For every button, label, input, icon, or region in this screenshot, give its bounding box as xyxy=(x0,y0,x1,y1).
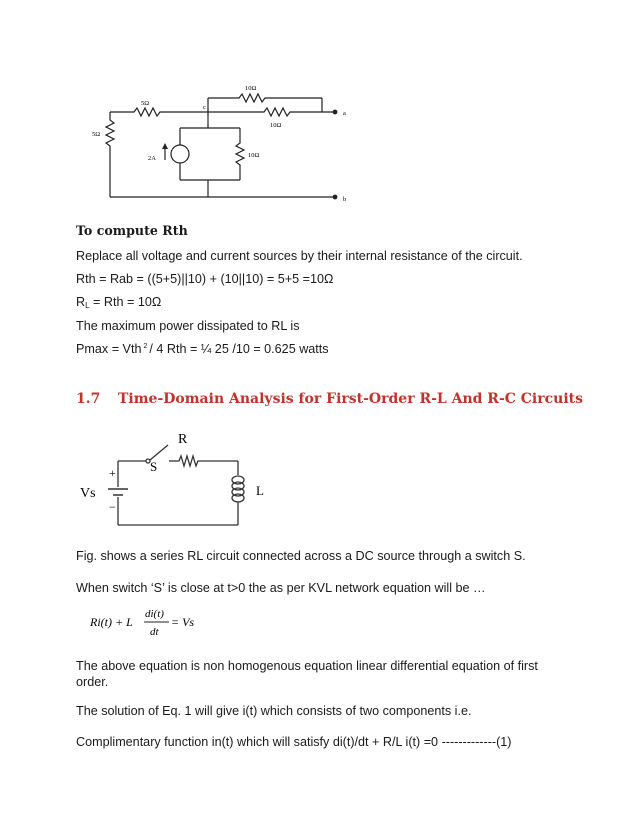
rth-line-4: The maximum power dissipated to RL is xyxy=(76,319,300,333)
label-source: 2A xyxy=(148,155,156,162)
paragraph-complimentary: Complimentary function in(t) which will satisfy di(t)/dt + R/L i(t) =0 -------------(1) xyxy=(76,735,512,749)
label-r-mid: 5Ω xyxy=(141,100,150,107)
equation-left: Ri(t) + L xyxy=(90,615,133,629)
label-r-top: 10Ω xyxy=(245,85,257,92)
label-node-a: a xyxy=(343,110,346,117)
rl-subscript: L xyxy=(85,301,90,310)
current-source xyxy=(171,145,189,163)
label-r-left: 5Ω xyxy=(92,131,101,138)
terminal-a xyxy=(333,110,338,115)
rth-line-2: Rth = Rab = ((5+5)||10) + (10||10) = 5+5 =10Ω xyxy=(76,272,334,286)
kvl-equation xyxy=(88,605,228,639)
label-vs: Vs xyxy=(80,486,96,501)
pmax-left: Pmax = Vth xyxy=(76,342,142,356)
terminal-b xyxy=(333,195,338,200)
rth-line-3 xyxy=(76,294,161,312)
paragraph-fig: Fig. shows a series RL circuit connected across a DC source through a switch S. xyxy=(76,549,526,563)
label-minus: − xyxy=(109,500,116,514)
rth-line-5 xyxy=(76,341,329,360)
circuit-diagram-rl xyxy=(76,425,296,535)
circuit-diagram-1 xyxy=(90,80,370,210)
resistor-r xyxy=(176,456,202,466)
resistor-left xyxy=(106,116,114,150)
resistor-mid xyxy=(130,108,164,116)
label-r-vert: 10Ω xyxy=(248,152,260,159)
rth-heading: To compute Rth xyxy=(76,223,188,238)
equation-right: = Vs xyxy=(171,615,195,629)
label-plus: + xyxy=(109,466,116,480)
section-number: 1.7 xyxy=(76,391,101,407)
pmax-superscript: 2 xyxy=(143,343,148,350)
pmax-right: / 4 Rth = ¼ 25 /10 = 0.625 watts xyxy=(149,342,329,356)
paragraph-homogenous: The above equation is non homogenous equation linear differential equation of first order. xyxy=(76,659,538,689)
label-l: L xyxy=(256,483,264,498)
inductor-coil xyxy=(232,476,244,502)
resistor-top xyxy=(235,94,269,102)
resistor-right xyxy=(260,108,294,116)
label-r-right: 10Ω xyxy=(270,122,282,129)
section-title: Time-Domain Analysis for First-Order R-L And R-C Circuits xyxy=(118,391,583,407)
paragraph-kvl: When switch ‘S’ is close at t>0 the as per KVL network equation will be … xyxy=(76,581,486,595)
rl-symbol: R xyxy=(76,295,86,309)
label-r: R xyxy=(178,432,188,447)
resistor-vert xyxy=(236,140,244,168)
label-node-c: c xyxy=(203,104,206,111)
switch-blade xyxy=(150,445,168,460)
rl-value: = Rth = 10Ω xyxy=(89,295,162,309)
rth-line-1: Replace all voltage and current sources by their internal resistance of the circuit. xyxy=(76,249,523,263)
equation-numerator: di(t) xyxy=(145,608,164,620)
paragraph-solution: The solution of Eq. 1 will give i(t) which consists of two components i.e. xyxy=(76,704,472,718)
label-s: S xyxy=(150,459,158,474)
label-node-b: b xyxy=(343,196,347,203)
section-heading xyxy=(76,391,583,407)
equation-denominator: dt xyxy=(150,626,159,638)
